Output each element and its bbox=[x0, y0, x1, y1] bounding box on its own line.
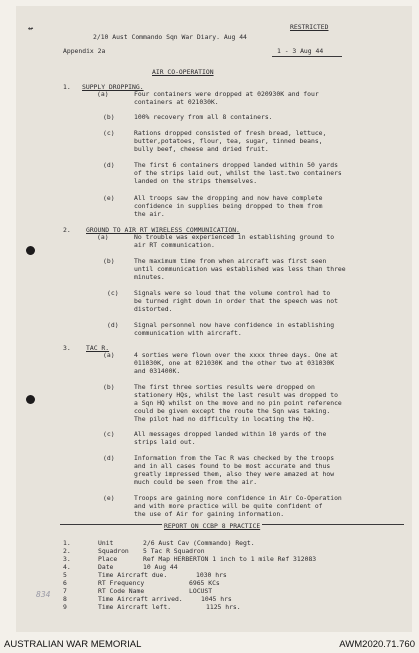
s2-b-line2: until communication was established was less than three bbox=[134, 265, 346, 273]
s2-c-line2: be turned right down in order that the speech was not bbox=[134, 297, 338, 305]
s3-b-line1: The first three sorties results were dropped on bbox=[134, 383, 315, 391]
s1-e-line2: confidence in supplies being dropped to them from bbox=[134, 202, 323, 210]
s1-title: SUPPLY DROPPING. bbox=[82, 83, 144, 91]
s1-e-line3: the air. bbox=[134, 210, 165, 218]
s1-d-line2: of the strips laid out, whilst the last.two containers bbox=[134, 169, 342, 177]
report-label-5: Time Aircraft due. bbox=[98, 571, 168, 579]
section-title: AIR CO-OPERATION bbox=[152, 68, 214, 76]
s3-e-line2: and with more practice will be quite confident of bbox=[134, 502, 323, 510]
report-num-2: 2. bbox=[63, 547, 71, 555]
report-num-9: 9 bbox=[63, 603, 67, 611]
s1-d-line3: landed on the strips themselves. bbox=[134, 177, 258, 185]
footer-institution: AUSTRALIAN WAR MEMORIAL bbox=[4, 639, 142, 650]
report-label-9: Time Aircraft left. bbox=[98, 603, 172, 611]
s2-a-letter: (a) bbox=[97, 233, 109, 241]
s3-c-line2: strips laid out. bbox=[134, 438, 196, 446]
s3-d-line1: Information from the Tac R was checked by the troops bbox=[134, 454, 335, 462]
report-label-2: Squadron bbox=[98, 547, 129, 555]
diary-title: 2/10 Aust Commando Sqn War Diary. Aug 44 bbox=[93, 33, 247, 41]
s2-a-line2: air RT communication. bbox=[134, 241, 215, 249]
report-num-6: 6 bbox=[63, 579, 67, 587]
report-value-5: 1030 hrs bbox=[196, 571, 227, 579]
report-label-7: RT Code Name bbox=[98, 587, 145, 595]
s2-d-line2: communication with aircraft. bbox=[134, 329, 242, 337]
report-num-3: 3. bbox=[63, 555, 71, 563]
report-value-9: 1125 hrs. bbox=[206, 603, 241, 611]
report-value-8: 1045 hrs bbox=[201, 595, 232, 603]
s3-b-letter: (b) bbox=[103, 383, 115, 391]
s2-b-line3: minutes. bbox=[134, 273, 165, 281]
corner-mark: ↚ bbox=[28, 24, 34, 34]
classification-stamp: RESTRICTED bbox=[290, 23, 329, 31]
s1-d-line1: The first 6 containers dropped landed within 50 yards bbox=[134, 161, 338, 169]
s2-c-line3: distorted. bbox=[134, 305, 173, 313]
report-num-5: 5 bbox=[63, 571, 67, 579]
s3-c-line1: All messages dropped landed within 10 yards of the bbox=[134, 430, 327, 438]
handwritten-page-mark: 834 bbox=[36, 590, 51, 599]
s2-d-letter: (d) bbox=[107, 321, 119, 329]
report-label-4: Date bbox=[98, 563, 114, 571]
s3-b-line3: a Sqn HQ whilst on the move and no pin point reference bbox=[134, 399, 342, 407]
report-value-3: Ref Map HERBERTON 1 inch to 1 mile Ref 312083 bbox=[143, 555, 317, 563]
footer-accession-number: AWM2020.71.760 bbox=[339, 639, 415, 650]
punch-hole-bottom bbox=[26, 395, 35, 404]
s1-e-line1: All troops saw the dropping and now have complete bbox=[134, 194, 323, 202]
s3-number: 3. bbox=[63, 344, 71, 352]
report-value-2: 5 Tac R Squadron bbox=[143, 547, 205, 555]
s3-c-letter: (c) bbox=[103, 430, 115, 438]
punch-hole-top bbox=[26, 246, 35, 255]
s3-b-line2: stationery HQs, whilst the last result was dropped to bbox=[134, 391, 338, 399]
archive-footer bbox=[0, 635, 419, 653]
s1-c-line3: bully beef, cheese and dried fruit. bbox=[134, 145, 269, 153]
s1-e-letter: (e) bbox=[103, 194, 115, 202]
date-range: 1 - 3 Aug 44 bbox=[277, 47, 324, 55]
report-value-4: 10 Aug 44 bbox=[143, 563, 178, 571]
s1-c-letter: (c) bbox=[103, 129, 115, 137]
report-num-1: 1. bbox=[63, 539, 71, 547]
s3-a-line1: 4 sorties were flown over the xxxx three days. One at bbox=[134, 351, 338, 359]
header-rule bbox=[272, 56, 342, 57]
s2-b-line1: The maximum time from when aircraft was first seen bbox=[134, 257, 327, 265]
report-label-6: RT Frequency bbox=[98, 579, 145, 587]
s3-a-line3: and 031400K. bbox=[134, 367, 181, 375]
s3-a-line2: 011030K, one at 021030K and the other two at 031030K bbox=[134, 359, 335, 367]
report-num-7: 7 bbox=[63, 587, 67, 595]
s3-e-line3: the use of Air for gaining information. bbox=[134, 510, 285, 518]
s2-b-letter: (b) bbox=[103, 257, 115, 265]
report-label-8: Time Aircraft arrived. bbox=[98, 595, 183, 603]
report-title: REPORT ON CCBP 8 PRACTICE bbox=[164, 522, 261, 530]
s3-a-letter: (a) bbox=[103, 351, 115, 359]
report-label-3: Place bbox=[98, 555, 118, 563]
report-value-1: 2/6 Aust Cav (Commando) Regt. bbox=[143, 539, 255, 547]
s3-d-line2: and in all cases found to be most accurate and thus bbox=[134, 462, 331, 470]
s2-c-letter: (c) bbox=[107, 289, 119, 297]
s3-d-line4: much could be seen from the air. bbox=[134, 478, 258, 486]
s2-number: 2. bbox=[63, 226, 71, 234]
s1-b-line1: 100% recovery from all 8 containers. bbox=[134, 113, 273, 121]
s3-e-letter: (e) bbox=[103, 494, 115, 502]
s2-d-line1: Signal personnel now have confidence in establishing bbox=[134, 321, 335, 329]
s3-b-line4: could be given except the route the Sqn was taking. bbox=[134, 407, 331, 415]
report-num-8: 8 bbox=[63, 595, 67, 603]
report-label-1: Unit bbox=[98, 539, 114, 547]
s2-title: GROUND TO AIR RT WIRELESS COMMUNICATION. bbox=[86, 226, 240, 234]
s3-e-line1: Troops are gaining more confidence in Air Co-Operation bbox=[134, 494, 342, 502]
s2-c-line1: Signals were so loud that the volume control had to bbox=[134, 289, 331, 297]
s1-d-letter: (d) bbox=[103, 161, 115, 169]
appendix-label: Appendix 2a bbox=[63, 47, 106, 55]
report-num-4: 4. bbox=[63, 563, 71, 571]
report-value-7: LOCUST bbox=[189, 587, 213, 595]
s3-d-line3: greatly impressed them, also they were amazed at how bbox=[134, 470, 335, 478]
s2-a-line1: No trouble was experienced in establishing ground to bbox=[134, 233, 335, 241]
s1-a-line2: containers at 021030K. bbox=[134, 98, 219, 106]
s1-c-line2: butter,potatoes, flour, tea, sugar, tinned beans, bbox=[134, 137, 323, 145]
s1-a-letter: (a) bbox=[97, 90, 109, 98]
s1-b-letter: (b) bbox=[103, 113, 115, 121]
s1-number: 1. bbox=[63, 83, 71, 91]
report-value-6: 6965 KCs bbox=[189, 579, 220, 587]
s1-c-line1: Rations dropped consisted of fresh bread, lettuce, bbox=[134, 129, 327, 137]
s1-a-line1: Four containers were dropped at 020930K and four bbox=[134, 90, 319, 98]
s3-b-line5: The pilot had no difficulty in locating the HQ. bbox=[134, 415, 315, 423]
s3-title: TAC R. bbox=[86, 344, 110, 352]
s3-d-letter: (d) bbox=[103, 454, 115, 462]
